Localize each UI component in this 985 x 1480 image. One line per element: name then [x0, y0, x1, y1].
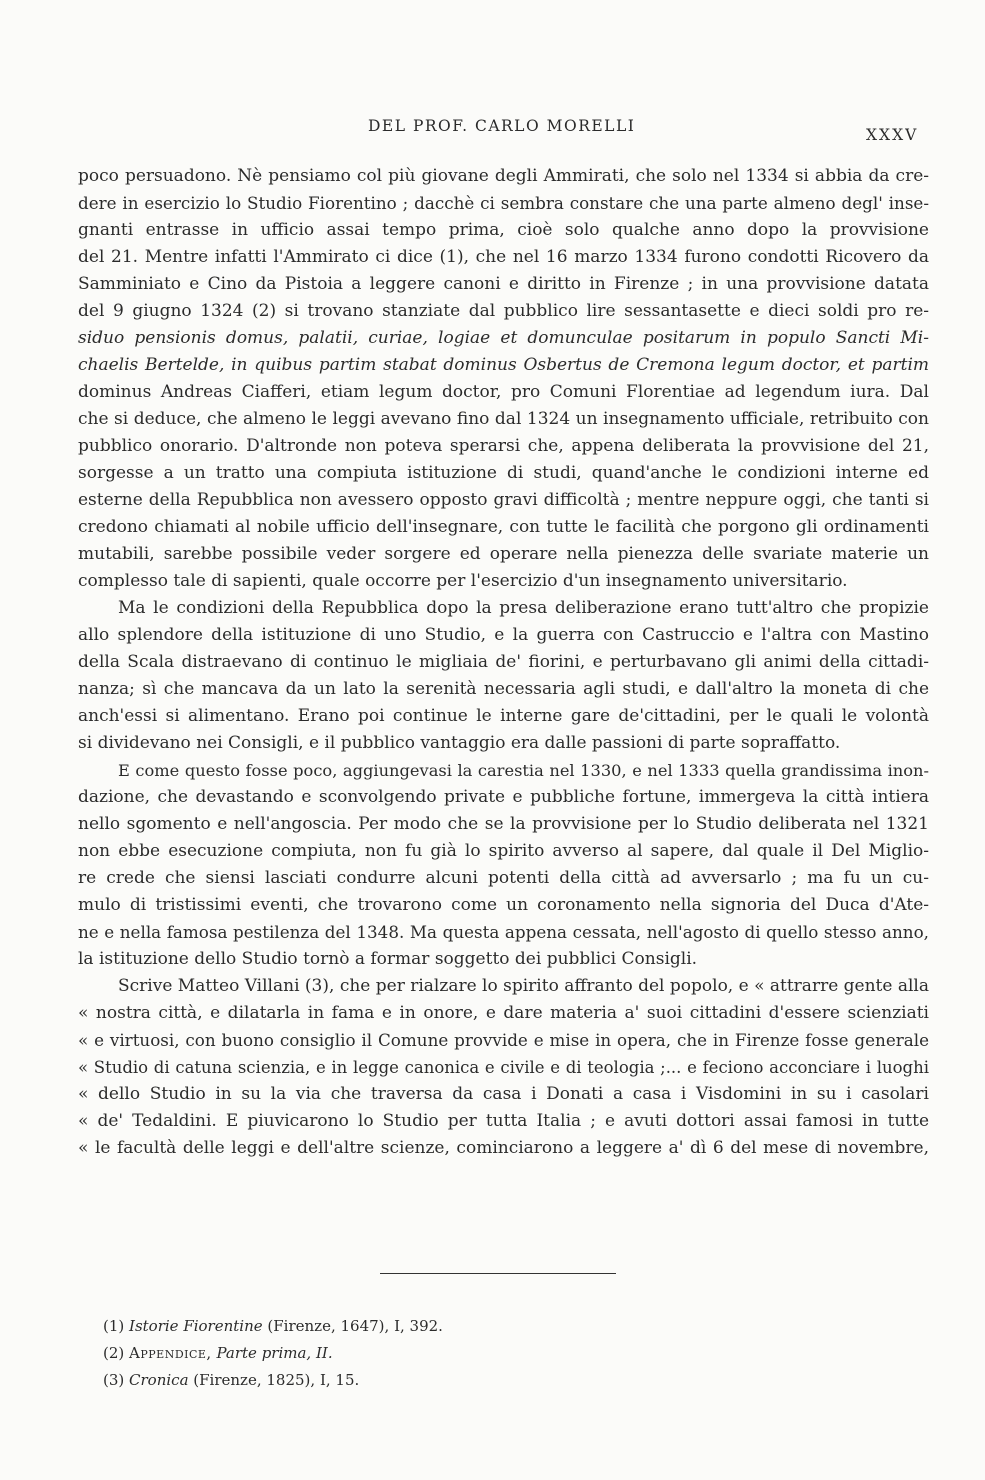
text-line: Scrive Matteo Villani (3), che per rialzare lo spirito affranto del popolo, e « attrarre gente alla [118, 976, 929, 996]
text-line: Ma le condizioni della Repubblica dopo la presa deliberazione erano tutt'altro che propizie [118, 598, 929, 618]
text-line: non ebbe esecuzione compiuta, non fu già lo spirito avverso al sapere, dal quale il Del Miglio- [78, 841, 929, 861]
footnote-3 [103, 1367, 703, 1394]
text-line: Samminiato e Cino da Pistoia a leggere canoni e diritto in Firenze ; in una provvisione datata [78, 274, 929, 294]
text-line: « de' Tedaldini. E piuvicarono lo Studio per tutta Italia ; e avuti dottori assai famosi in tutte [78, 1111, 929, 1131]
text-line: dere in esercizio lo Studio Fiorentino ; dacchè ci sembra constare che una parte almeno degl' inse- [78, 193, 929, 213]
footnote-number: (1) [103, 1317, 125, 1335]
text-line: ne e nella famosa pestilenza del 1348. Ma questa appena cessata, nell'agosto di quello stesso anno, [78, 922, 929, 942]
text-line: mutabili, sarebbe possibile veder sorgere ed operare nella pienezza delle svariate materie un [78, 544, 929, 564]
text-line: anch'essi si alimentano. Erano poi continue le interne gare de'cittadini, per le quali le volontà [78, 706, 929, 726]
footnote-1 [103, 1313, 703, 1340]
text-line: nello sgomento e nell'angoscia. Per modo che se la provvisione per lo Studio deliberata nel 1321 [78, 814, 929, 834]
text-line: credono chiamati al nobile ufficio dell'insegnare, con tutte le facilità che porgono gli ordinamenti [78, 517, 929, 537]
footnote-text: (Firenze, 1647), I, 392. [267, 1317, 443, 1335]
text-line: gnanti entrasse in ufficio assai tempo prima, cioè solo qualche anno dopo la provvisione [78, 220, 929, 240]
page-number: XXXV [866, 126, 919, 144]
text-line: « dello Studio in su la via che traversa da casa i Donati a casa i Visdomini in su i casolari [78, 1084, 929, 1104]
text-line: dominus Andreas Ciafferi, etiam legum doctor, pro Comuni Florentiae ad legendum iura. Dal [78, 382, 929, 402]
text-line: sorgesse a un tratto una compiuta istituzione di studi, quand'anche le condizioni interne ed [78, 463, 929, 483]
footnote-text: Parte prima, II. [216, 1344, 333, 1362]
text-line: che si deduce, che almeno le leggi avevano fino dal 1324 un insegnamento ufficiale, retribuito con [78, 409, 929, 429]
footnote-number: (3) [103, 1371, 125, 1389]
paragraph-4 [78, 973, 929, 1162]
text-line: « nostra città, e dilatarla in fama e in onore, e dare materia a' suoi cittadini d'essere scienziati [78, 1003, 929, 1023]
paragraph-3 [78, 757, 929, 973]
footnote-2 [103, 1340, 703, 1367]
text-line: della Scala distraevano di continuo le migliaia de' fiorini, e perturbavano gli animi della cittadi- [78, 652, 929, 672]
footnote-title: Cronica [129, 1371, 189, 1389]
text-line: siduo pensionis domus, palatii, curiae, logiae et domunculae positarum in populo Sancti Mi- [78, 328, 929, 348]
body-text [78, 163, 929, 1162]
footnote-title: Istorie Fiorentine [129, 1317, 263, 1335]
text-line: mulo di tristissimi eventi, che trovarono come un coronamento nella signoria del Duca d'Ate- [78, 895, 929, 915]
text-line: allo splendore della istituzione di uno Studio, e la guerra con Castruccio e l'altra con Mastino [78, 625, 929, 645]
paragraph-1 [78, 163, 929, 595]
text-line: E come questo fosse poco, aggiungevasi la carestia nel 1330, e nel 1333 quella grandissima inon- [118, 761, 929, 780]
text-line: dazione, che devastando e sconvolgendo private e pubbliche fortune, immergeva la città intiera [78, 787, 929, 807]
text-line: re crede che siensi lasciati condurre alcuni potenti della città ad avversarlo ; ma fu un cu- [78, 868, 929, 888]
text-line: esterne della Repubblica non avessero opposto gravi difficoltà ; mentre neppure oggi, che tanti si [78, 490, 929, 510]
footnote-separator [380, 1273, 616, 1274]
text-line: complesso tale di sapienti, quale occorre per l'esercizio d'un insegnamento universitario. [78, 571, 848, 591]
footnote-text: (Firenze, 1825), I, 15. [193, 1371, 360, 1389]
footnote-title: Appendice, [129, 1344, 212, 1362]
text-line: la istituzione dello Studio tornò a formar soggetto dei pubblici Consigli. [78, 949, 698, 969]
text-line: chaelis Bertelde, in quibus partim stabat dominus Osbertus de Cremona legum doctor, et partim [78, 355, 929, 375]
text-line: « e virtuosi, con buono consiglio il Comune provvide e mise in opera, che in Firenze fosse generale [78, 1030, 929, 1050]
running-head-title: DEL PROF. CARLO MORELLI [368, 117, 636, 135]
text-line: del 9 giugno 1324 (2) si trovano stanziate dal pubblico lire sessantasette e dieci soldi pro re- [78, 301, 929, 321]
footnote-number: (2) [103, 1344, 125, 1362]
text-line: « Studio di catuna scienzia, e in legge canonica e civile e di teologia ;... e feciono acconciare i luoghi [78, 1058, 929, 1077]
footnotes [103, 1313, 703, 1394]
text-line: nanza; sì che mancava da un lato la serenità necessaria agli studi, e dall'altro la moneta di che [78, 679, 929, 699]
text-line: poco persuadono. Nè pensiamo col più giovane degli Ammirati, che solo nel 1334 si abbia da cre- [78, 166, 929, 186]
text-line: « le facultà delle leggi e dell'altre scienze, cominciarono a leggere a' dì 6 del mese di novembre, [78, 1138, 929, 1158]
text-line: del 21. Mentre infatti l'Ammirato ci dice (1), che nel 16 marzo 1334 furono condotti Ricovero da [78, 247, 929, 267]
text-line: si dividevano nei Consigli, e il pubblico vantaggio era dalle passioni di parte sopraffatto. [78, 733, 841, 753]
text-line: pubblico onorario. D'altronde non poteva sperarsi che, appena deliberata la provvisione del 21, [78, 436, 929, 456]
paragraph-2 [78, 595, 929, 757]
